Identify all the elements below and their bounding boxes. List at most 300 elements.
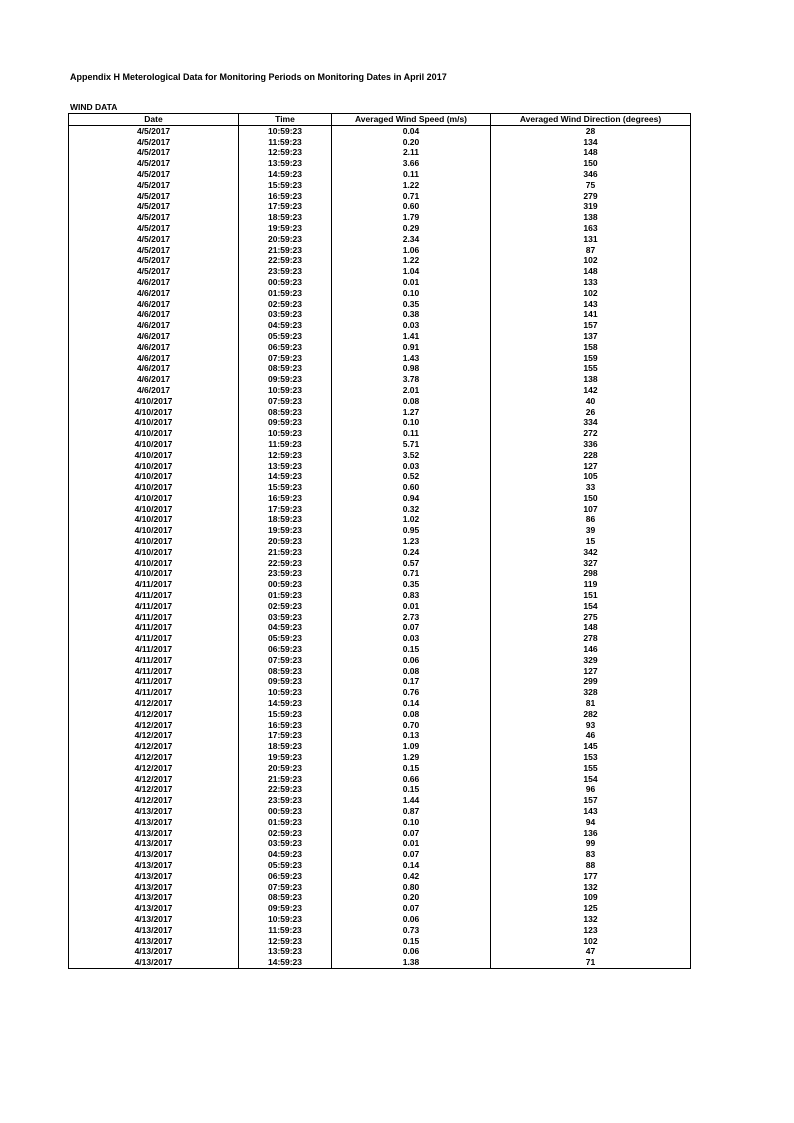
date-cell: 4/5/2017 <box>69 223 239 234</box>
wind-speed-cell: 0.08 <box>332 709 491 720</box>
wind-speed-cell: 0.95 <box>332 525 491 536</box>
date-cell: 4/5/2017 <box>69 212 239 223</box>
date-cell: 4/10/2017 <box>69 493 239 504</box>
table-row <box>69 644 691 655</box>
date-cell: 4/10/2017 <box>69 428 239 439</box>
table-row <box>69 622 691 633</box>
wind-direction-cell: 142 <box>491 385 691 396</box>
time-cell: 05:59:23 <box>239 633 332 644</box>
date-cell: 4/6/2017 <box>69 353 239 364</box>
wind-direction-cell: 151 <box>491 590 691 601</box>
date-cell: 4/6/2017 <box>69 309 239 320</box>
table-row <box>69 385 691 396</box>
wind-speed-cell: 1.22 <box>332 255 491 266</box>
date-cell: 4/6/2017 <box>69 288 239 299</box>
date-cell: 4/13/2017 <box>69 903 239 914</box>
wind-direction-cell: 275 <box>491 612 691 623</box>
date-cell: 4/12/2017 <box>69 698 239 709</box>
wind-direction-cell: 123 <box>491 925 691 936</box>
wind-direction-cell: 150 <box>491 493 691 504</box>
wind-speed-cell: 0.94 <box>332 493 491 504</box>
wind-direction-cell: 155 <box>491 363 691 374</box>
date-cell: 4/6/2017 <box>69 320 239 331</box>
table-row <box>69 633 691 644</box>
table-row <box>69 223 691 234</box>
wind-speed-cell: 1.41 <box>332 331 491 342</box>
wind-direction-cell: 99 <box>491 838 691 849</box>
date-cell: 4/6/2017 <box>69 374 239 385</box>
date-cell: 4/5/2017 <box>69 234 239 245</box>
table-row <box>69 245 691 256</box>
wind-speed-cell: 0.29 <box>332 223 491 234</box>
date-cell: 4/11/2017 <box>69 612 239 623</box>
wind-speed-cell: 0.01 <box>332 838 491 849</box>
wind-speed-cell: 0.03 <box>332 461 491 472</box>
wind-direction-cell: 157 <box>491 320 691 331</box>
wind-speed-cell: 0.01 <box>332 601 491 612</box>
wind-speed-cell: 0.03 <box>332 320 491 331</box>
wind-direction-cell: 88 <box>491 860 691 871</box>
wind-speed-cell: 0.38 <box>332 309 491 320</box>
time-cell: 23:59:23 <box>239 795 332 806</box>
table-row <box>69 201 691 212</box>
time-cell: 19:59:23 <box>239 752 332 763</box>
table-row <box>69 795 691 806</box>
wind-speed-cell: 1.38 <box>332 957 491 968</box>
table-row <box>69 536 691 547</box>
time-cell: 00:59:23 <box>239 579 332 590</box>
wind-direction-cell: 148 <box>491 266 691 277</box>
wind-direction-cell: 141 <box>491 309 691 320</box>
date-cell: 4/10/2017 <box>69 396 239 407</box>
date-cell: 4/5/2017 <box>69 266 239 277</box>
time-cell: 22:59:23 <box>239 558 332 569</box>
date-cell: 4/11/2017 <box>69 622 239 633</box>
wind-direction-cell: 137 <box>491 331 691 342</box>
time-cell: 09:59:23 <box>239 374 332 385</box>
date-cell: 4/10/2017 <box>69 547 239 558</box>
time-cell: 20:59:23 <box>239 763 332 774</box>
time-cell: 18:59:23 <box>239 212 332 223</box>
time-cell: 14:59:23 <box>239 169 332 180</box>
wind-direction-cell: 75 <box>491 180 691 191</box>
wind-speed-cell: 0.15 <box>332 644 491 655</box>
table-row <box>69 158 691 169</box>
column-header-wind-speed: Averaged Wind Speed (m/s) <box>332 114 491 126</box>
time-cell: 03:59:23 <box>239 309 332 320</box>
wind-direction-cell: 33 <box>491 482 691 493</box>
table-row <box>69 579 691 590</box>
wind-speed-cell: 0.08 <box>332 666 491 677</box>
wind-speed-cell: 0.52 <box>332 471 491 482</box>
wind-direction-cell: 83 <box>491 849 691 860</box>
wind-direction-cell: 177 <box>491 871 691 882</box>
wind-direction-cell: 279 <box>491 191 691 202</box>
wind-direction-cell: 93 <box>491 720 691 731</box>
table-row <box>69 720 691 731</box>
table-row <box>69 309 691 320</box>
time-cell: 02:59:23 <box>239 299 332 310</box>
date-cell: 4/12/2017 <box>69 795 239 806</box>
wind-speed-cell: 0.32 <box>332 504 491 515</box>
wind-speed-cell: 1.04 <box>332 266 491 277</box>
table-row <box>69 860 691 871</box>
date-cell: 4/13/2017 <box>69 936 239 947</box>
wind-speed-cell: 0.70 <box>332 720 491 731</box>
wind-direction-cell: 159 <box>491 353 691 364</box>
wind-speed-cell: 5.71 <box>332 439 491 450</box>
wind-direction-cell: 153 <box>491 752 691 763</box>
wind-speed-cell: 1.22 <box>332 180 491 191</box>
date-cell: 4/6/2017 <box>69 277 239 288</box>
table-row <box>69 547 691 558</box>
time-cell: 02:59:23 <box>239 828 332 839</box>
wind-speed-cell: 0.60 <box>332 482 491 493</box>
date-cell: 4/10/2017 <box>69 536 239 547</box>
wind-direction-cell: 47 <box>491 946 691 957</box>
table-row <box>69 169 691 180</box>
wind-speed-cell: 0.07 <box>332 903 491 914</box>
table-row <box>69 482 691 493</box>
table-row <box>69 698 691 709</box>
wind-direction-cell: 133 <box>491 277 691 288</box>
wind-direction-cell: 81 <box>491 698 691 709</box>
time-cell: 18:59:23 <box>239 514 332 525</box>
table-row <box>69 817 691 828</box>
time-cell: 21:59:23 <box>239 774 332 785</box>
wind-direction-cell: 87 <box>491 245 691 256</box>
wind-speed-cell: 0.03 <box>332 633 491 644</box>
time-cell: 09:59:23 <box>239 417 332 428</box>
table-row <box>69 612 691 623</box>
wind-direction-cell: 40 <box>491 396 691 407</box>
table-row <box>69 493 691 504</box>
time-cell: 10:59:23 <box>239 914 332 925</box>
wind-speed-cell: 0.06 <box>332 655 491 666</box>
time-cell: 08:59:23 <box>239 892 332 903</box>
wind-direction-cell: 143 <box>491 806 691 817</box>
wind-direction-cell: 336 <box>491 439 691 450</box>
wind-direction-cell: 39 <box>491 525 691 536</box>
wind-direction-cell: 134 <box>491 137 691 148</box>
wind-speed-cell: 1.43 <box>332 353 491 364</box>
wind-speed-cell: 0.66 <box>332 774 491 785</box>
table-row <box>69 191 691 202</box>
date-cell: 4/10/2017 <box>69 482 239 493</box>
wind-speed-cell: 0.01 <box>332 277 491 288</box>
wind-speed-cell: 2.11 <box>332 147 491 158</box>
table-row <box>69 137 691 148</box>
wind-speed-cell: 0.83 <box>332 590 491 601</box>
wind-direction-cell: 299 <box>491 676 691 687</box>
wind-speed-cell: 0.10 <box>332 817 491 828</box>
wind-speed-cell: 0.11 <box>332 428 491 439</box>
time-cell: 11:59:23 <box>239 439 332 450</box>
date-cell: 4/6/2017 <box>69 363 239 374</box>
wind-speed-cell: 0.15 <box>332 763 491 774</box>
wind-speed-cell: 0.35 <box>332 579 491 590</box>
wind-speed-cell: 2.01 <box>332 385 491 396</box>
wind-direction-cell: 148 <box>491 622 691 633</box>
time-cell: 04:59:23 <box>239 849 332 860</box>
wind-direction-cell: 154 <box>491 601 691 612</box>
document-title: Appendix H Meterological Data for Monitoring Periods on Monitoring Dates in April 2017 <box>70 72 447 82</box>
wind-speed-cell: 0.98 <box>332 363 491 374</box>
wind-speed-cell: 0.76 <box>332 687 491 698</box>
wind-speed-cell: 0.07 <box>332 849 491 860</box>
time-cell: 12:59:23 <box>239 936 332 947</box>
wind-speed-cell: 1.79 <box>332 212 491 223</box>
date-cell: 4/13/2017 <box>69 828 239 839</box>
wind-direction-cell: 272 <box>491 428 691 439</box>
time-cell: 04:59:23 <box>239 622 332 633</box>
table-row <box>69 396 691 407</box>
date-cell: 4/6/2017 <box>69 331 239 342</box>
wind-speed-cell: 0.07 <box>332 622 491 633</box>
table-row <box>69 568 691 579</box>
wind-direction-cell: 46 <box>491 730 691 741</box>
time-cell: 07:59:23 <box>239 655 332 666</box>
table-row <box>69 914 691 925</box>
time-cell: 10:59:23 <box>239 428 332 439</box>
date-cell: 4/12/2017 <box>69 784 239 795</box>
table-row <box>69 741 691 752</box>
wind-direction-cell: 71 <box>491 957 691 968</box>
wind-speed-cell: 0.14 <box>332 698 491 709</box>
table-row <box>69 212 691 223</box>
time-cell: 05:59:23 <box>239 860 332 871</box>
wind-data-table <box>68 113 691 969</box>
table-row <box>69 461 691 472</box>
time-cell: 11:59:23 <box>239 137 332 148</box>
wind-speed-cell: 0.08 <box>332 396 491 407</box>
wind-direction-cell: 143 <box>491 299 691 310</box>
wind-speed-cell: 0.20 <box>332 137 491 148</box>
wind-speed-cell: 1.29 <box>332 752 491 763</box>
wind-speed-cell: 0.91 <box>332 342 491 353</box>
table-row <box>69 342 691 353</box>
date-cell: 4/10/2017 <box>69 525 239 536</box>
wind-speed-cell: 1.02 <box>332 514 491 525</box>
time-cell: 13:59:23 <box>239 946 332 957</box>
time-cell: 15:59:23 <box>239 709 332 720</box>
date-cell: 4/13/2017 <box>69 871 239 882</box>
table-row <box>69 439 691 450</box>
time-cell: 07:59:23 <box>239 882 332 893</box>
wind-speed-cell: 2.73 <box>332 612 491 623</box>
wind-direction-cell: 327 <box>491 558 691 569</box>
table-row <box>69 363 691 374</box>
date-cell: 4/13/2017 <box>69 946 239 957</box>
date-cell: 4/12/2017 <box>69 741 239 752</box>
wind-direction-cell: 26 <box>491 407 691 418</box>
wind-direction-cell: 105 <box>491 471 691 482</box>
table-row <box>69 709 691 720</box>
date-cell: 4/5/2017 <box>69 255 239 266</box>
time-cell: 10:59:23 <box>239 385 332 396</box>
table-row <box>69 687 691 698</box>
wind-direction-cell: 136 <box>491 828 691 839</box>
date-cell: 4/5/2017 <box>69 158 239 169</box>
time-cell: 16:59:23 <box>239 493 332 504</box>
wind-speed-cell: 0.14 <box>332 860 491 871</box>
wind-speed-cell: 0.04 <box>332 125 491 136</box>
table-row <box>69 957 691 968</box>
date-cell: 4/12/2017 <box>69 730 239 741</box>
time-cell: 14:59:23 <box>239 957 332 968</box>
wind-speed-cell: 0.57 <box>332 558 491 569</box>
time-cell: 05:59:23 <box>239 331 332 342</box>
date-cell: 4/13/2017 <box>69 882 239 893</box>
wind-direction-cell: 150 <box>491 158 691 169</box>
wind-speed-cell: 0.24 <box>332 547 491 558</box>
time-cell: 08:59:23 <box>239 363 332 374</box>
wind-direction-cell: 102 <box>491 288 691 299</box>
table-row <box>69 784 691 795</box>
wind-speed-cell: 0.71 <box>332 568 491 579</box>
wind-speed-cell: 0.80 <box>332 882 491 893</box>
time-cell: 21:59:23 <box>239 245 332 256</box>
wind-direction-cell: 119 <box>491 579 691 590</box>
wind-speed-cell: 1.23 <box>332 536 491 547</box>
wind-direction-cell: 127 <box>491 666 691 677</box>
time-cell: 03:59:23 <box>239 838 332 849</box>
wind-speed-cell: 1.44 <box>332 795 491 806</box>
table-row <box>69 871 691 882</box>
date-cell: 4/13/2017 <box>69 860 239 871</box>
date-cell: 4/5/2017 <box>69 191 239 202</box>
wind-speed-cell: 1.27 <box>332 407 491 418</box>
table-row <box>69 525 691 536</box>
date-cell: 4/5/2017 <box>69 137 239 148</box>
table-row <box>69 763 691 774</box>
wind-direction-cell: 132 <box>491 914 691 925</box>
date-cell: 4/11/2017 <box>69 633 239 644</box>
date-cell: 4/10/2017 <box>69 461 239 472</box>
date-cell: 4/12/2017 <box>69 709 239 720</box>
table-row <box>69 655 691 666</box>
time-cell: 02:59:23 <box>239 601 332 612</box>
wind-speed-cell: 0.06 <box>332 946 491 957</box>
table-row <box>69 471 691 482</box>
wind-direction-cell: 342 <box>491 547 691 558</box>
table-row <box>69 374 691 385</box>
date-cell: 4/10/2017 <box>69 471 239 482</box>
time-cell: 03:59:23 <box>239 612 332 623</box>
wind-speed-cell: 0.06 <box>332 914 491 925</box>
wind-direction-cell: 163 <box>491 223 691 234</box>
date-cell: 4/12/2017 <box>69 774 239 785</box>
table-row <box>69 417 691 428</box>
date-cell: 4/12/2017 <box>69 752 239 763</box>
wind-direction-cell: 146 <box>491 644 691 655</box>
date-cell: 4/11/2017 <box>69 676 239 687</box>
table-row <box>69 320 691 331</box>
table-row <box>69 277 691 288</box>
time-cell: 15:59:23 <box>239 482 332 493</box>
time-cell: 01:59:23 <box>239 817 332 828</box>
date-cell: 4/5/2017 <box>69 147 239 158</box>
table-row <box>69 147 691 158</box>
time-cell: 12:59:23 <box>239 450 332 461</box>
wind-speed-cell: 2.34 <box>332 234 491 245</box>
time-cell: 13:59:23 <box>239 158 332 169</box>
wind-speed-cell: 0.73 <box>332 925 491 936</box>
wind-speed-cell: 0.13 <box>332 730 491 741</box>
wind-speed-cell: 0.71 <box>332 191 491 202</box>
date-cell: 4/10/2017 <box>69 568 239 579</box>
time-cell: 19:59:23 <box>239 223 332 234</box>
time-cell: 01:59:23 <box>239 590 332 601</box>
date-cell: 4/13/2017 <box>69 914 239 925</box>
table-row <box>69 730 691 741</box>
wind-speed-cell: 1.09 <box>332 741 491 752</box>
time-cell: 16:59:23 <box>239 191 332 202</box>
wind-speed-cell: 0.20 <box>332 892 491 903</box>
table-row <box>69 558 691 569</box>
time-cell: 13:59:23 <box>239 461 332 472</box>
date-cell: 4/6/2017 <box>69 385 239 396</box>
time-cell: 10:59:23 <box>239 125 332 136</box>
time-cell: 16:59:23 <box>239 720 332 731</box>
wind-speed-cell: 0.87 <box>332 806 491 817</box>
table-row <box>69 234 691 245</box>
time-cell: 07:59:23 <box>239 396 332 407</box>
time-cell: 09:59:23 <box>239 903 332 914</box>
wind-direction-cell: 278 <box>491 633 691 644</box>
date-cell: 4/5/2017 <box>69 180 239 191</box>
table-row <box>69 514 691 525</box>
wind-speed-cell: 0.10 <box>332 417 491 428</box>
time-cell: 06:59:23 <box>239 871 332 882</box>
time-cell: 17:59:23 <box>239 201 332 212</box>
time-cell: 06:59:23 <box>239 342 332 353</box>
table-body <box>69 125 691 968</box>
table-row <box>69 849 691 860</box>
time-cell: 00:59:23 <box>239 806 332 817</box>
date-cell: 4/11/2017 <box>69 579 239 590</box>
wind-direction-cell: 15 <box>491 536 691 547</box>
column-header-date: Date <box>69 114 239 126</box>
table-row <box>69 903 691 914</box>
date-cell: 4/11/2017 <box>69 601 239 612</box>
table-row <box>69 838 691 849</box>
time-cell: 22:59:23 <box>239 255 332 266</box>
wind-direction-cell: 127 <box>491 461 691 472</box>
table-row <box>69 353 691 364</box>
time-cell: 09:59:23 <box>239 676 332 687</box>
wind-direction-cell: 154 <box>491 774 691 785</box>
time-cell: 21:59:23 <box>239 547 332 558</box>
wind-direction-cell: 145 <box>491 741 691 752</box>
date-cell: 4/5/2017 <box>69 125 239 136</box>
table-row <box>69 428 691 439</box>
wind-speed-cell: 0.15 <box>332 936 491 947</box>
date-cell: 4/6/2017 <box>69 342 239 353</box>
date-cell: 4/13/2017 <box>69 849 239 860</box>
table-row <box>69 666 691 677</box>
wind-speed-cell: 0.17 <box>332 676 491 687</box>
column-header-time: Time <box>239 114 332 126</box>
table-row <box>69 504 691 515</box>
wind-direction-cell: 328 <box>491 687 691 698</box>
table-row <box>69 892 691 903</box>
time-cell: 11:59:23 <box>239 925 332 936</box>
date-cell: 4/12/2017 <box>69 763 239 774</box>
time-cell: 04:59:23 <box>239 320 332 331</box>
date-cell: 4/13/2017 <box>69 925 239 936</box>
wind-direction-cell: 86 <box>491 514 691 525</box>
